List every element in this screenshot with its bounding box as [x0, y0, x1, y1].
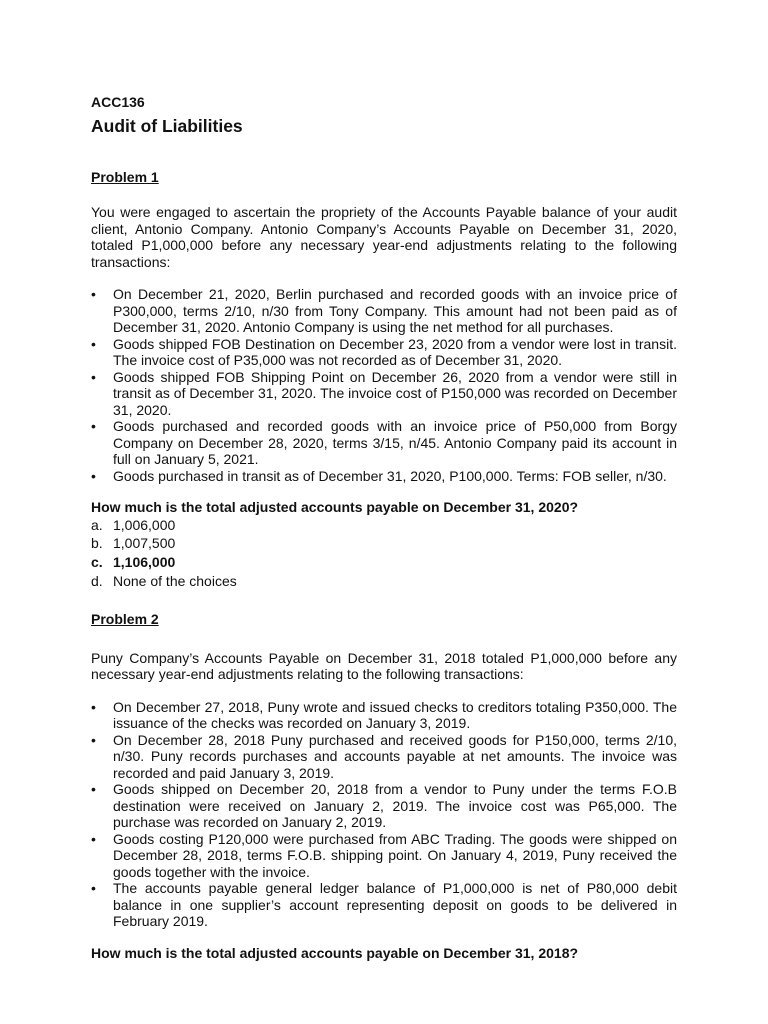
problem-2-transactions: [91, 699, 677, 930]
list-item: • Goods purchased in transit as of December 31, 2020, P100,000. Terms: FOB seller, n/30.: [91, 467, 667, 484]
list-item: • On December 28, 2018 Puny purchased and received goods for P150,000, terms 2/10, n/30. Puny records purchases and accounts payable at net amounts. The invoice was recorded and paid January 3, 2019.: [91, 731, 677, 781]
list-item: • Goods shipped FOB Destination on December 23, 2020 from a vendor were lost in transit. The invoice cost of P35,000 was not recorded as of December 31, 2020.: [91, 335, 677, 368]
list-item: • On December 27, 2018, Puny wrote and issued checks to creditors totaling P350,000. The issuance of the checks was recorded on January 3, 2019.: [91, 698, 677, 732]
choice-b: b. 1,007,500: [91, 535, 176, 552]
document-title: Audit of Liabilities: [91, 115, 243, 136]
problem-1-choices: [91, 516, 677, 591]
list-item: • Goods costing P120,000 were purchased from ABC Trading. The goods were shipped on December 28, 2018, terms F.O.B. shipping point. On January 4, 2019, Puny received the goods together with the invoice.: [91, 830, 677, 880]
problem-2-intro: Puny Company’s Accounts Payable on December 31, 2018 totaled P1,000,000 before any necessary year-end adjustments relating to the following transactions:: [91, 649, 677, 683]
document-body: [91, 94, 677, 961]
bullet-icon: •: [91, 698, 96, 715]
list-item: • The accounts payable general ledger balance of P1,000,000 is net of P80,000 debit balance in one supplier’s account representing deposit on goods to be delivered in February 2019.: [91, 880, 677, 930]
course-code: ACC136: [91, 94, 145, 110]
choice-a: a. 1,006,000: [91, 516, 176, 533]
list-item: • Goods shipped on December 20, 2018 from a vendor to Puny under the terms F.O.B destination were received on January 2, 2019. The invoice cost was P65,000. The purchase was recorded on January 2, 2019.: [91, 781, 677, 831]
bullet-icon: •: [91, 368, 96, 385]
bullet-icon: •: [91, 781, 96, 798]
bullet-icon: •: [91, 731, 96, 748]
choice-c: c. 1,106,000: [91, 553, 176, 570]
list-item: • Goods purchased and recorded goods with an invoice price of P50,000 from Borgy Company on December 28, 2020, terms 3/15, n/45. Antonio Company paid its account in full on January 5, 2021.: [91, 418, 677, 467]
bullet-icon: •: [91, 335, 96, 352]
problem-2-heading: Problem 2: [91, 611, 159, 628]
list-item: • On December 21, 2020, Berlin purchased and recorded goods with an invoice price of P300,000, terms 2/10, n/30 from Tony Company. This amount had not been paid as of December 31, 2020. Antonio Company is using the net method for all purchases.: [91, 286, 677, 335]
problem-1-intro: You were engaged to ascertain the propriety of the Accounts Payable balance of your audit client, Antonio Company. Antonio Company’s Accounts Payable on December 31, 2020, totaled P1,000,000 before any necessary year-end adjustments relating to the following transactions:: [91, 204, 677, 270]
bullet-icon: •: [91, 830, 96, 847]
bullet-icon: •: [91, 418, 96, 434]
choice-d: d. None of the choices: [91, 572, 237, 589]
list-item: • Goods shipped FOB Shipping Point on December 26, 2020 from a vendor were still in transit as of December 31, 2020. The invoice cost of P150,000 was recorded on December 31, 2020.: [91, 368, 677, 418]
problem-1-question: How much is the total adjusted accounts payable on December 31, 2020?: [91, 499, 579, 515]
bullet-icon: •: [91, 286, 96, 302]
problem-1-transactions: [91, 286, 677, 484]
bullet-icon: •: [91, 467, 96, 484]
problem-2-question: How much is the total adjusted accounts payable on December 31, 2018?: [91, 944, 579, 961]
bullet-icon: •: [91, 880, 96, 897]
problem-1-heading: Problem 1: [91, 168, 159, 185]
